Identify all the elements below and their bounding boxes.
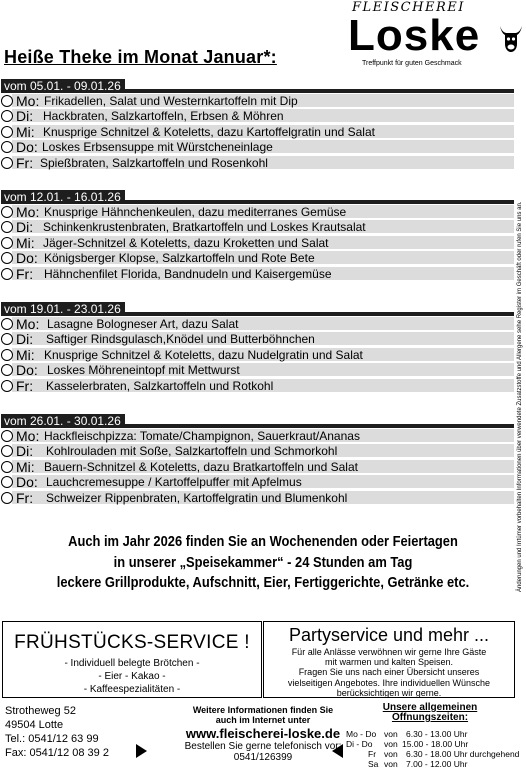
notice-line: Auch im Jahr 2026 finden Sie an Wochenenden oder Feiertagen <box>68 533 458 550</box>
day-label: Do: <box>16 474 38 491</box>
day-label: Fr: <box>16 489 34 506</box>
week-header <box>0 190 520 204</box>
party-line: Für alle Anlässe verwöhnen wir gerne Ihre Gäste <box>291 647 487 657</box>
hours-time: 6.30 - 18.00 Uhr durchgehend <box>406 749 520 759</box>
hours-time: 7.00 - 12.00 Uhr <box>406 759 468 768</box>
logo-tagline: Treffpunkt für guten Geschmack <box>362 60 462 67</box>
checkbox-circle[interactable] <box>1 126 13 138</box>
website-link[interactable]: www.fleischerei-loske.de <box>185 726 341 741</box>
party-line: berücksichtigen wir gerne. <box>336 687 442 698</box>
notice-line: in unserer „Speisekammer“ - 24 Stunden am Tag <box>113 554 413 571</box>
checkbox-circle[interactable] <box>1 380 13 392</box>
meal-text: Knusprige Hähnchenkeulen, dazu mediterranes Gemüse <box>44 205 347 219</box>
day-row-mo <box>0 204 520 219</box>
week-header <box>0 302 520 316</box>
meal-text: Kohlrouladen mit Soße, Salzkartoffeln und Schmorkohl <box>46 444 338 459</box>
breakfast-item: - Individuell belegte Brötchen - <box>64 658 200 669</box>
order-text: Bestellen Sie gerne telefonisch vor: <box>184 741 342 752</box>
checkbox-circle[interactable] <box>1 268 13 280</box>
party-line: Fragen Sie uns nach einer Übersicht unseres <box>298 667 480 678</box>
day-label: Mi: <box>16 346 35 363</box>
party-title: Partyservice und mehr ... <box>288 625 490 645</box>
day-row-fr <box>0 266 520 281</box>
checkbox-circle[interactable] <box>1 237 13 249</box>
meal-text: Kasselerbraten, Salzkartoffeln und Rotkohl <box>46 378 274 393</box>
day-label: Fr: <box>16 265 34 282</box>
party-line: mit warmen und kalten Speisen. <box>324 657 454 668</box>
meal-text: Frikadellen, Salat und Westernkartoffeln mit Dip <box>44 94 298 108</box>
meal-text: Lauchcremesuppe / Kartoffelpuffer mit Apfelmus <box>46 475 302 490</box>
week-range: vom 12.01. - 16.01.26 <box>1 190 125 204</box>
checkbox-circle[interactable] <box>1 430 13 442</box>
party-text <box>268 647 510 698</box>
day-row-do <box>0 362 520 377</box>
hours-days: Fr <box>368 749 377 759</box>
week-header <box>0 414 520 428</box>
checkbox-circle[interactable] <box>1 95 13 107</box>
logo-top-text: FLEISCHEREI <box>352 0 465 15</box>
checkbox-circle[interactable] <box>1 206 13 218</box>
day-row-mo <box>0 93 520 108</box>
day-label: Mo: <box>16 93 40 109</box>
meal-text: Saftiger Rindsgulasch,Knödel und Butterböhnchen <box>46 332 315 347</box>
week-block <box>0 414 520 505</box>
day-row-fr <box>0 155 520 170</box>
hours-word: von <box>384 739 398 749</box>
checkbox-circle[interactable] <box>1 461 13 473</box>
hours-word: von <box>384 749 398 759</box>
week-block <box>0 190 520 281</box>
day-label: Fr: <box>16 154 34 171</box>
address-street: Strotheweg 52 <box>5 705 76 717</box>
day-label: Di: <box>16 108 34 125</box>
day-row-do <box>0 139 520 154</box>
day-row-mo <box>0 316 520 331</box>
day-label: Mo: <box>16 316 40 332</box>
meal-text: Jäger-Schnitzel & Koteletts, dazu Kroketten und Salat <box>43 235 329 250</box>
meal-text: Loskes Erbsensuppe mit Würstcheneinlage <box>42 140 273 155</box>
day-label: Di: <box>16 331 34 348</box>
info-head: Weitere Informationen finden Sie <box>192 705 334 715</box>
day-row-do <box>0 474 520 489</box>
order-phone: 0541/126399 <box>233 752 293 763</box>
day-label: Mo: <box>16 204 40 220</box>
day-row-mi <box>0 459 520 474</box>
meal-text: Spießbraten, Salzkartoffeln und Rosenkohl <box>40 155 268 170</box>
day-label: Mi: <box>16 123 35 140</box>
day-row-mi <box>0 235 520 250</box>
hours-word: von <box>384 729 398 739</box>
party-line: vielseitigen Angebotes. Ihre individuellen Wünsche <box>287 677 491 688</box>
meal-text: Lasagne Bologneser Art, dazu Salat <box>47 317 239 331</box>
day-row-di <box>0 219 520 234</box>
week-range: vom 26.01. - 30.01.26 <box>1 414 125 428</box>
breakfast-title: FRÜHSTÜCKS-SERVICE ! <box>14 632 250 653</box>
hours-word: von <box>384 759 398 768</box>
meal-text: Bauern-Schnitzel & Koteletts, dazu Bratkartoffeln und Salat <box>44 459 358 474</box>
week-block <box>0 302 520 393</box>
day-row-mi <box>0 347 520 362</box>
week-range: vom 05.01. - 09.01.26 <box>1 79 125 93</box>
info-head: auch im Internet unter <box>215 715 311 725</box>
party-box <box>263 621 515 698</box>
notice-line: leckere Grillprodukte, Aufschnitt, Eier, Fertiggerichte, Getränke etc. <box>56 574 470 591</box>
day-label: Do: <box>16 362 38 379</box>
day-row-do <box>0 250 520 265</box>
meal-text: Knusprige Schnitzel & Koteletts, dazu Kartoffelgratin und Salat <box>43 124 375 139</box>
address-tel: Tel.: 0541/12 63 99 <box>5 733 99 745</box>
bull-head-icon <box>498 22 524 54</box>
side-note: Änderungen und Irrtümer vorbehalten Informationen über verwendete Zusatzstoffe und Allergene sehe Register im Geschäft oder rufen Sie uns an. <box>517 201 523 592</box>
day-label: Mo: <box>16 428 40 444</box>
meal-text: Knusprige Schnitzel & Koteletts, dazu Nudelgratin und Salat <box>44 347 363 362</box>
day-row-mo <box>0 428 520 443</box>
meal-text: Königsberger Klopse, Salzkartoffeln und Rote Bete <box>44 251 315 266</box>
checkbox-circle[interactable] <box>1 157 13 169</box>
meal-text: Loskes Möhreneintopf mit Mettwurst <box>47 363 240 378</box>
hours-time: 15.00 - 18.00 Uhr <box>402 739 469 749</box>
day-row-di <box>0 443 520 458</box>
hours-title: Öffnungszeiten: <box>391 712 469 723</box>
checkbox-circle[interactable] <box>1 318 13 330</box>
address-city: 49504 Lotte <box>5 719 64 731</box>
day-row-di <box>0 108 520 123</box>
address-fax: Fax: 0541/12 08 39 2 <box>5 747 109 759</box>
day-label: Di: <box>16 443 34 460</box>
hours-days: Mo - Do <box>346 729 377 739</box>
week-range: vom 19.01. - 23.01.26 <box>1 302 125 316</box>
hours-days: Di - Do <box>346 739 373 749</box>
meal-text: Hackbraten, Salzkartoffeln, Erbsen & Möhren <box>43 109 284 124</box>
breakfast-item: - Eier - Kakao - <box>98 671 166 682</box>
checkbox-circle[interactable] <box>1 492 13 504</box>
day-label: Do: <box>16 139 38 156</box>
brand-logo <box>348 0 524 72</box>
meal-text: Schweizer Rippenbraten, Kartoffelgratin und Blumenkohl <box>46 490 348 505</box>
logo-name: Loske <box>348 11 481 60</box>
hours-title: Unsere allgemeinen <box>382 702 478 713</box>
day-row-mi <box>0 124 520 139</box>
day-label: Do: <box>16 250 38 267</box>
breakfast-item: - Kaffeespezialitäten - <box>83 684 181 695</box>
week-block <box>0 79 520 170</box>
day-row-fr <box>0 378 520 393</box>
week-header <box>0 79 520 93</box>
day-row-fr <box>0 490 520 505</box>
checkbox-circle[interactable] <box>1 349 13 361</box>
meal-text: Hähnchenfilet Florida, Bandnudeln und Kaisergemüse <box>44 266 332 281</box>
day-label: Mi: <box>16 458 35 475</box>
meal-text: Schinkenkrustenbraten, Bratkartoffeln und Loskes Krautsalat <box>43 220 366 235</box>
breakfast-box <box>2 621 262 698</box>
page-title: Heiße Theke im Monat Januar*: <box>4 47 277 67</box>
hours-time: 6.30 - 13.00 Uhr <box>406 729 468 739</box>
day-row-di <box>0 331 520 346</box>
meal-text: Hackfleischpizza: Tomate/Champignon, Sauerkraut/Ananas <box>44 429 360 443</box>
arrow-right-icon <box>136 744 147 758</box>
day-label: Di: <box>16 219 34 236</box>
hours-days: Sa <box>368 759 379 768</box>
day-label: Fr: <box>16 377 34 394</box>
day-label: Mi: <box>16 234 35 251</box>
